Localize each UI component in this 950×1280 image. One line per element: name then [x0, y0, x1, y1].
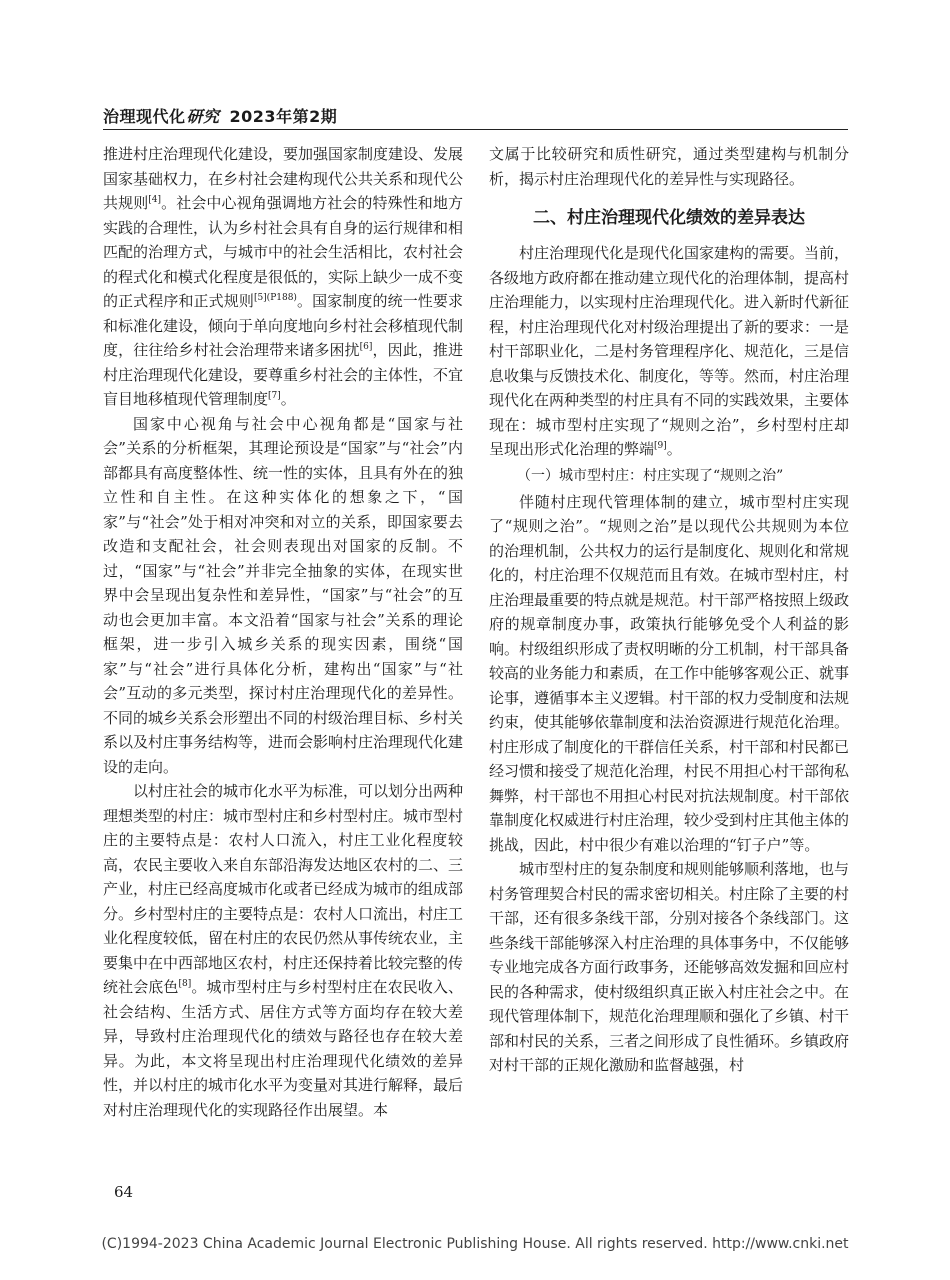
journal-title: 治理现代化 — [103, 107, 186, 126]
subsection-heading: （一）城市型村庄：村庄实现了“规则之治” — [517, 467, 784, 484]
header-rule — [103, 129, 848, 130]
paragraph: 推进村庄治理现代化建设，要加强国家制度建设、发展国家基础权力，在乡村社会建构现代公共关系和现代公共规则[4]。社会中心视角强调地方社会的特殊性和地方实践的合理性，认为乡村社会具有自身的运行规律和相匹配的治理方式，与城市中的社会生活相比，农村社会的程式化和模式化程度是很低的，实际上缺少一成不变的正式程序和正式规则$^{[5](P188)}$。国家制度的统一性要求和标准化建设，倾向于单向度地向乡村社会移植现代制度，往往给乡村社会治理带来诸多困扰[6]，因此，推进村庄治理现代化建设，要尊重乡村社会的主体性，不宜盲目地移植现代管理制度[7]。 — [103, 145, 464, 408]
running-head — [103, 104, 337, 127]
right-column — [489, 142, 849, 1078]
paragraph: 城市型村庄的复杂制度和规则能够顺利落地，也与村务管理契合村民的需求密切相关。村庄除了主要的村干部，还有很多条线干部，分别对接各个条线部门。这些条线干部能够深入村庄治理的具体事务中，不仅能够专业地完成各方面行政事务，还能够高效发掘和回应村民的各种需求，使村级组织真正嵌入村庄社会之中。在现代管理体制下，规范化治理理顺和强化了乡镇、村干部和村民的关系，三者之间形成了良性循环。乡镇政府对村干部的正规化激励和监督越强，村 — [489, 860, 850, 1074]
page-number: 64 — [114, 1183, 134, 1201]
issue-label: 2023年第2期 — [229, 107, 338, 126]
left-column — [103, 142, 463, 1122]
paragraph: 村庄治理现代化是现代化国家建构的需要。当前，各级地方政府都在推动建立现代化的治理体制，提高村庄治理能力，以实现村庄治理现代化。进入新时代新征程，村庄治理现代化对村级治理提出了新的要求：一是村干部职业化，二是村务管理程序化、规范化，三是信息收集与反馈技术化、制度化，等等。然而，村庄治理现代化在两种类型的村庄具有不同的实践效果，主要体现在：城市型村庄实现了“规则之治”，乡村型村庄却呈现出形式化治理的弊端[9]。 — [489, 244, 850, 458]
section-heading: 二、村庄治理现代化绩效的差异表达 — [533, 208, 805, 228]
journal-logo: 研究 — [186, 107, 220, 126]
copyright-footer: (C)1994-2023 China Academic Journal Electronic Publishing House. All rights reserved. http://www.cnki.net — [101, 1236, 849, 1252]
paragraph: 文属于比较研究和质性研究，通过类型建构与机制分析，揭示村庄治理现代化的差异性与实现路径。 — [489, 145, 849, 188]
paragraph: 国家中心视角与社会中心视角都是“国家与社会”关系的分析框架，其理论预设是“国家”与“社会”内部都具有高度整体性、统一性的实体，且具有外在的独立性和自主性。在这种实体化的想象之下，“国家”与“社会”处于相对冲突和对立的关系，即国家要去改造和支配社会，社会则表现出对国家的反制。不过，“国家”与“社会”并非完全抽象的实体，在现实世界中会呈现出复杂性和差异性，“国家”与“社会”的互动也会更加丰富。本文沿着“国家与社会”关系的理论框架，进一步引入城乡关系的现实因素，围绕“国家”与“社会”进行具体化分析，建构出“国家”与“社会”互动的多元类型，探讨村庄治理现代化的差异性。不同的城乡关系会形塑出不同的村级治理目标、乡村关系以及村庄事务结构等，进而会影响村庄治理现代化建设的走向。 — [103, 414, 464, 776]
paragraph: 以村庄社会的城市化水平为标准，可以划分出两种理想类型的村庄：城市型村庄和乡村型村庄。城市型村庄的主要特点是：农村人口流入，村庄工业化程度较高，农民主要收入来自东部沿海发达地区农村的二、三产业，村庄已经高度城市化或者已经成为城市的组成部分。乡村型村庄的主要特点是：农村人口流出，村庄工业化程度较低，留在村庄的农民仍然从事传统农业，主要集中在中西部地区农村，村庄还保持着比较完整的传统社会底色[8]。城市型村庄与乡村型村庄在农民收入、社会结构、生活方式、居住方式等方面均存在较大差异，导致村庄治理现代化的绩效与路径也存在较大差异。为此，本文将呈现出村庄治理现代化绩效的差异性，并以村庄的城市化水平为变量对其进行解释，最后对村庄治理现代化的实现路径作出展望。本 — [103, 782, 464, 1119]
paragraph: 伴随村庄现代管理体制的建立，城市型村庄实现了“规则之治”。“规则之治”是以现代公共规则为本位的治理机制，公共权力的运行是制度化、规则化和常规化的，村庄治理不仅规范而且有效。在城市型村庄，村庄治理最重要的特点就是规范。村干部严格按照上级政府的规章制度办事，政策执行能够免受个人利益的影响。村级组织形成了责权明晰的分工机制，村干部具备较高的业务能力和素质，在工作中能够客观公正、就事论事，遵循事本主义逻辑。村干部的权力受制度和法规约束，使其能够依靠制度和法治资源进行规范化治理。村庄形成了制度化的干群信任关系，村干部和村民都已经习惯和接受了规范化治理，村民不用担心村干部徇私舞弊，村干部也不用担心村民对抗法规制度。村干部依靠制度化权威进行村庄治理，较少受到村庄其他主体的挑战，因此，村中很少有难以治理的“钉子户”等。 — [489, 492, 850, 854]
